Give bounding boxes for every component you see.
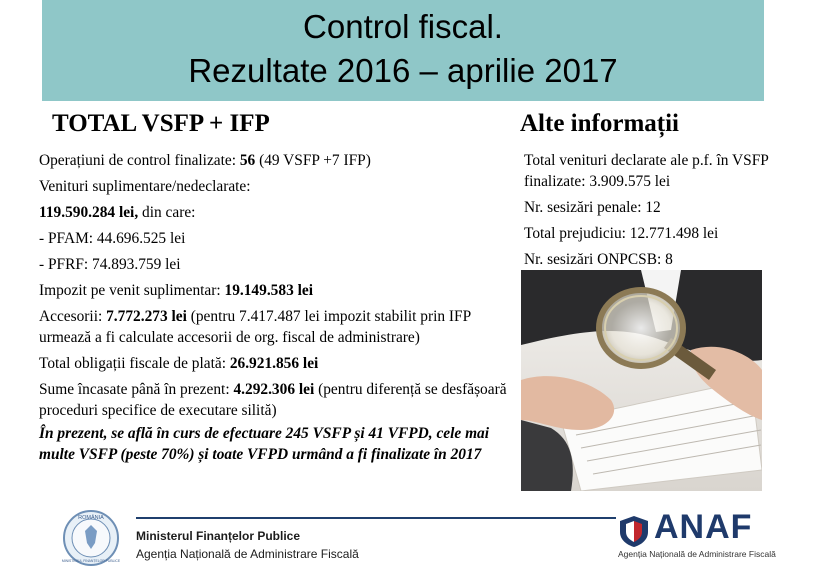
sesizari-penale-row: Nr. sesizări penale: 12 <box>524 199 661 216</box>
seal-text: ROMÂNIA <box>78 515 104 521</box>
venituri-suffix: din care: <box>138 204 196 221</box>
total-label: Total obligații fiscale de plată: <box>39 355 230 372</box>
footer-divider <box>136 517 616 519</box>
anaf-logo-text: ANAF <box>654 508 753 546</box>
pfam-row: - PFAM: 44.696.525 lei <box>39 230 186 247</box>
venituri-value-row <box>39 202 519 223</box>
sume-value: 4.292.306 lei <box>233 381 315 398</box>
accesorii-label: Accesorii: <box>39 308 107 325</box>
title-line-1: Control fiscal. <box>303 8 503 45</box>
operatiuni-label: Operațiuni de control finalizate: <box>39 152 240 169</box>
right-column <box>524 150 776 275</box>
impozit-label: Impozit pe venit suplimentar: <box>39 282 225 299</box>
agency-name: Agenția Națională de Administrare Fiscală <box>136 547 359 561</box>
accesorii-row <box>39 306 519 348</box>
venituri-label: Venituri suplimentare/nedeclarate: <box>39 178 251 195</box>
accesorii-detail: (pentru 7.417.487 lei impozit stabilit prin IFP urmează a fi calculate accesorii de org. fiscal de administrare) <box>39 308 471 346</box>
accesorii-value: 7.772.273 lei <box>106 308 187 325</box>
status-note: În prezent, se află în curs de efectuare 245 VSFP și 41 VFPD, cele mai multe VSFP (peste 70%) și toate VFPD urmând a fi finalizate în 2017 <box>39 425 490 463</box>
sesizari-onpcsb-row: Nr. sesizări ONPCSB: 8 <box>524 251 673 268</box>
total-value: 26.921.856 lei <box>229 355 319 372</box>
operatiuni-row <box>39 150 519 171</box>
left-section-heading: TOTAL VSFP + IFP <box>52 110 270 137</box>
right-section-heading: Alte informații <box>520 110 679 137</box>
magnifying-glass-illustration <box>521 270 762 491</box>
footer-text <box>136 527 359 563</box>
operatiuni-value: 56 <box>239 152 256 169</box>
left-column <box>39 150 519 465</box>
venituri-value: 119.590.284 lei, <box>39 204 139 221</box>
venituri-label-row <box>39 176 519 197</box>
magnifying-glass-photo <box>521 270 762 491</box>
anaf-logo-subtext: Agenția Națională de Administrare Fiscală <box>618 549 776 559</box>
total-row <box>39 353 519 374</box>
prejudiciu-row: Total prejudiciu: 12.771.498 lei <box>524 225 719 242</box>
impozit-row <box>39 280 519 301</box>
venituri-declarate-row: Total venituri declarate ale p.f. în VSFP finalizate: 3.909.575 lei <box>524 152 769 190</box>
ministry-seal-logo <box>62 509 120 567</box>
title-line-2: Rezultate 2016 – aprilie 2017 <box>188 52 618 89</box>
ministry-name: Ministerul Finanțelor Publice <box>136 529 301 543</box>
sume-row <box>39 379 519 421</box>
title-banner <box>42 0 764 101</box>
seal-subtext: MINISTERUL FINANȚELOR PUBLICE <box>62 559 120 563</box>
sume-detail: (pentru diferență se desfășoară proceduri specifice de executare silită) <box>39 381 507 419</box>
impozit-value: 19.149.583 lei <box>224 282 313 299</box>
operatiuni-detail: (49 VSFP +7 IFP) <box>255 152 371 169</box>
sume-label: Sume încasate până în prezent: <box>39 381 234 398</box>
anaf-shield-icon <box>617 514 651 548</box>
pfrf-row: - PFRF: 74.893.759 lei <box>39 256 181 273</box>
